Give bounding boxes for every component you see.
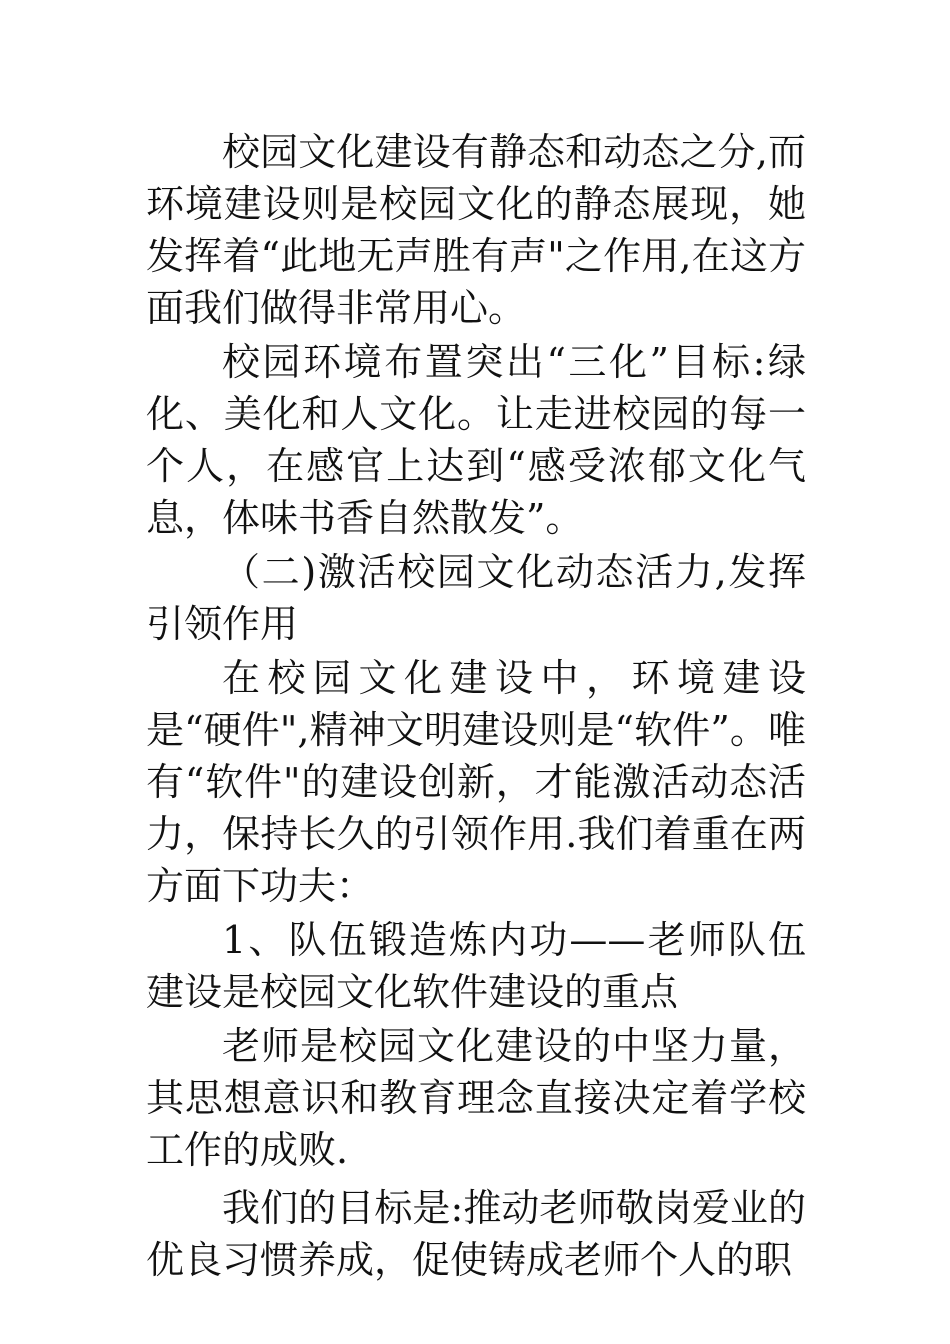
paragraph-our-goal: 我们的目标是:推动老师敬岗爱业的优良习惯养成，促使铸成老师个人的职 <box>146 1186 806 1282</box>
paragraph-static-environment: 校园文化建设有静态和动态之分,而环境建设则是校园文化的静态展现，她发挥着“此地无声胜有声"之作用,在这方面我们做得非常用心。 <box>146 130 806 330</box>
section-heading-dynamic-vitality: （二)激活校园文化动态活力,发挥引领作用 <box>146 550 806 646</box>
document-page <box>146 126 806 1286</box>
paragraph-hardware-software: 在校园文化建设中，环境建设是“硬件",精神文明建设则是“软件”。唯有“软件"的建设创新，才能激活动态活力，保持长久的引领作用.我们着重在两方面下功夫： <box>146 656 806 908</box>
paragraph-teachers-core: 老师是校园文化建设的中坚力量，其思想意识和教育理念直接决定着学校工作的成败. <box>146 1024 806 1172</box>
subheading-teacher-team: 1、队伍锻造炼内功——老师队伍建设是校园文化软件建设的重点 <box>146 918 806 1014</box>
paragraph-three-goals: 校园环境布置突出“三化”目标:绿化、美化和人文化。让走进校园的每一个人，在感官上达到“感受浓郁文化气息，体味书香自然散发”。 <box>146 340 806 540</box>
